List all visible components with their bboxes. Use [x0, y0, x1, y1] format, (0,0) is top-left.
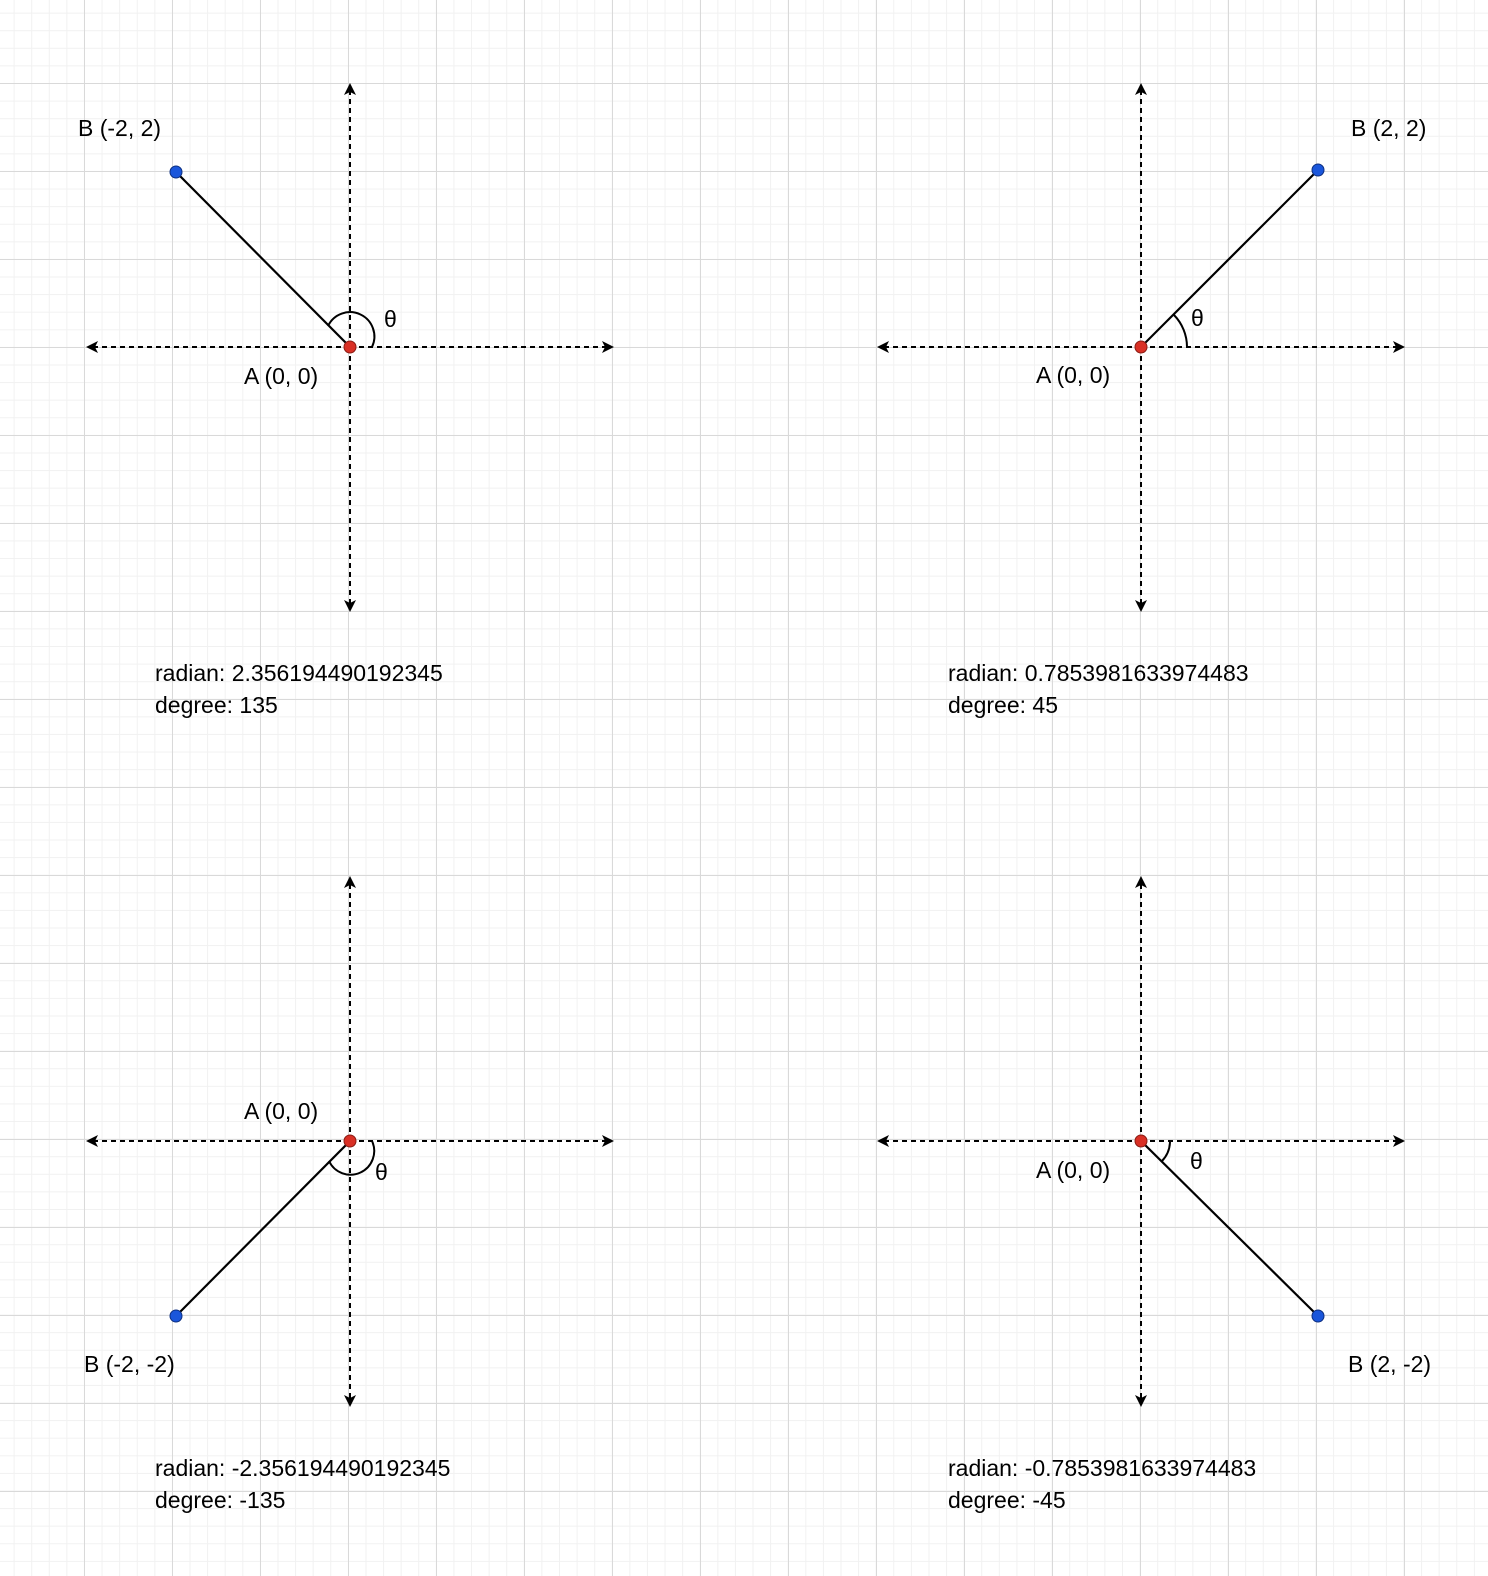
degree-value: degree: 135	[155, 692, 278, 718]
point-a-marker	[1135, 1135, 1147, 1147]
point-b-label: B (-2, -2)	[84, 1351, 175, 1377]
point-b-marker	[1312, 1310, 1324, 1322]
point-a-marker	[1135, 341, 1147, 353]
segment-ab	[176, 172, 350, 347]
angle-arc	[1174, 315, 1187, 347]
point-b-marker	[1312, 164, 1324, 176]
segment-ab	[1141, 1141, 1318, 1316]
panel-top-right	[879, 85, 1426, 718]
segment-ab	[1141, 170, 1318, 347]
point-a-label: A (0, 0)	[244, 363, 319, 389]
segment-ab	[176, 1141, 350, 1316]
point-a-label: A (0, 0)	[1036, 362, 1111, 388]
theta-label: θ	[1190, 1148, 1203, 1174]
point-b-marker	[170, 166, 182, 178]
point-b-marker	[170, 1310, 182, 1322]
point-b-label: B (2, 2)	[1351, 115, 1427, 141]
panel-top-left	[78, 85, 612, 718]
degree-value: degree: 45	[948, 692, 1058, 718]
theta-label: θ	[1191, 305, 1204, 331]
point-b-label: B (2, -2)	[1348, 1351, 1432, 1377]
radian-value: radian: -0.7853981633974483	[948, 1455, 1257, 1481]
panel-bottom-right	[879, 878, 1431, 1513]
theta-label: θ	[375, 1159, 388, 1185]
radian-value: radian: 2.356194490192345	[155, 660, 443, 686]
point-a-marker	[344, 341, 356, 353]
radian-value: radian: -2.356194490192345	[155, 1455, 451, 1481]
point-a-label: A (0, 0)	[1036, 1157, 1111, 1183]
point-b-label: B (-2, 2)	[78, 115, 162, 141]
theta-label: θ	[384, 306, 397, 332]
degree-value: degree: -45	[948, 1487, 1066, 1513]
degree-value: degree: -135	[155, 1487, 286, 1513]
point-a-label: A (0, 0)	[244, 1098, 319, 1124]
point-a-marker	[344, 1135, 356, 1147]
radian-value: radian: 0.7853981633974483	[948, 660, 1249, 686]
panel-bottom-left	[84, 878, 612, 1513]
angle-arc	[1162, 1141, 1170, 1161]
